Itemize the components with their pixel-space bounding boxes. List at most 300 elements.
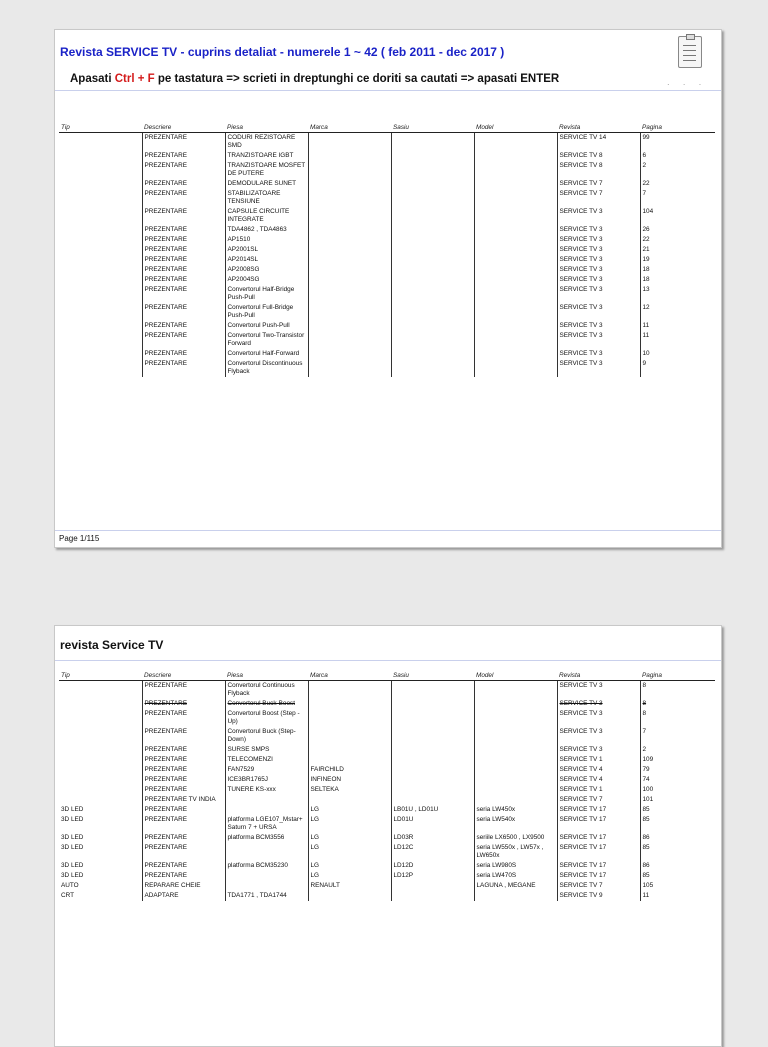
cell-marca: SELTEKA [308, 785, 391, 795]
cell-revista: SERVICE TV 3 [557, 285, 640, 303]
document-title: revista Service TV [60, 638, 164, 652]
cell-revista: SERVICE TV 3 [557, 225, 640, 235]
cell-descriere: PREZENTARE [142, 861, 225, 871]
cell-descriere: PREZENTARE [142, 285, 225, 303]
cell-tip [59, 359, 142, 377]
cell-descriere: PREZENTARE [142, 255, 225, 265]
cell-piesa: Convertorul Boost (Step - Up) [225, 709, 308, 727]
cell-piesa: TDA4862 , TDA4863 [225, 225, 308, 235]
cell-piesa: Convertorul Two-Transistor Forward [225, 331, 308, 349]
cell-revista: SERVICE TV 7 [557, 881, 640, 891]
cell-pagina: 26 [640, 225, 715, 235]
cell-model [474, 179, 557, 189]
column-header-descriere: Descriere [142, 123, 225, 133]
table-row [59, 699, 715, 709]
cell-marca [308, 727, 391, 745]
cell-tip [59, 745, 142, 755]
column-header-model: Model [474, 671, 557, 681]
cell-marca [308, 133, 391, 152]
cell-descriere: PREZENTARE [142, 815, 225, 833]
cell-tip [59, 275, 142, 285]
cell-sasiu: LD03R [391, 833, 474, 843]
column-header-tip: Tip [59, 671, 142, 681]
table-row [59, 225, 715, 235]
cell-model: seria LW450x [474, 805, 557, 815]
table-row [59, 255, 715, 265]
column-header-revista: Revista [557, 123, 640, 133]
cell-marca [308, 349, 391, 359]
cell-pagina: 10 [640, 349, 715, 359]
cell-piesa [225, 881, 308, 891]
cell-sasiu [391, 349, 474, 359]
cell-revista: SERVICE TV 3 [557, 235, 640, 245]
cell-tip [59, 349, 142, 359]
header-divider [55, 660, 721, 661]
cell-marca: FAIRCHILD [308, 765, 391, 775]
cell-pagina: 85 [640, 815, 715, 833]
cell-sasiu [391, 755, 474, 765]
cell-revista: SERVICE TV 7 [557, 189, 640, 207]
cell-descriere: PREZENTARE [142, 805, 225, 815]
header-divider [55, 90, 721, 91]
table-row [59, 331, 715, 349]
cell-sasiu [391, 275, 474, 285]
cell-piesa: AP2004SG [225, 275, 308, 285]
cell-tip [59, 775, 142, 785]
cell-revista: SERVICE TV 3 [557, 255, 640, 265]
cell-marca [308, 755, 391, 765]
column-header-marca: Marca [308, 123, 391, 133]
cell-revista: SERVICE TV 3 [557, 727, 640, 745]
cell-sasiu: LD12P [391, 871, 474, 881]
cell-tip: 3D LED [61, 834, 84, 841]
cell-piesa [225, 871, 308, 881]
cell-piesa: STABILIZATOARE TENSIUNE [225, 189, 308, 207]
cell-pagina: 85 [640, 843, 715, 861]
cell-tip [59, 189, 142, 207]
cell-model: seria LW540x [474, 815, 557, 833]
cell-model [474, 151, 557, 161]
cell-tip: 3D LED [61, 844, 84, 851]
cell-model [474, 235, 557, 245]
cell-piesa: AP2008SG [225, 265, 308, 275]
cell-tip [59, 225, 142, 235]
cell-piesa: TELECOMENZI [225, 755, 308, 765]
cell-model [474, 265, 557, 275]
cell-piesa: TRANZISTOARE IGBT [225, 151, 308, 161]
table-row [59, 207, 715, 225]
cell-tip [59, 331, 142, 349]
table-row [59, 245, 715, 255]
table-row [59, 151, 715, 161]
cell-descriere: PREZENTARE [142, 265, 225, 275]
cell-revista: SERVICE TV 3 [557, 745, 640, 755]
cell-model [474, 321, 557, 331]
cell-revista: SERVICE TV 3 [557, 265, 640, 275]
table-row [59, 235, 715, 245]
cell-marca [308, 321, 391, 331]
cell-marca: RENAULT [308, 881, 391, 891]
cell-piesa: Convertorul Push-Pull [225, 321, 308, 331]
cell-descriere: PREZENTARE [142, 189, 225, 207]
cell-descriere: PREZENTARE [142, 179, 225, 189]
cell-tip [59, 321, 142, 331]
cell-sasiu [391, 133, 474, 152]
cell-descriere: PREZENTARE [142, 727, 225, 745]
cell-marca [308, 795, 391, 805]
table-row [59, 881, 715, 891]
document-title: Revista SERVICE TV - cuprins detaliat - numerele 1 ~ 42 ( feb 2011 - dec 2017 ) [60, 45, 505, 59]
cell-marca [308, 891, 391, 901]
cell-descriere: PREZENTARE [142, 745, 225, 755]
cell-sasiu [391, 255, 474, 265]
cell-sasiu [391, 321, 474, 331]
cell-model [474, 255, 557, 265]
column-header-piesa: Piesa [225, 123, 308, 133]
cell-revista: SERVICE TV 7 [557, 179, 640, 189]
cell-revista: SERVICE TV 3 [557, 681, 640, 700]
cell-pagina: 2 [640, 161, 715, 179]
cell-descriere: REPARARE CHEIE [142, 881, 225, 891]
cell-tip [59, 755, 142, 765]
cell-piesa: Convertorul Half-Bridge Push-Pull [225, 285, 308, 303]
cell-model: seria LW470S [474, 871, 557, 881]
cell-model [474, 745, 557, 755]
cell-revista: SERVICE TV 17 [557, 843, 640, 861]
cell-descriere: PREZENTARE [142, 161, 225, 179]
cell-revista: SERVICE TV 1 [557, 755, 640, 765]
cell-marca: LG [308, 861, 391, 871]
cell-marca [308, 275, 391, 285]
table-row [59, 745, 715, 755]
cell-tip [59, 795, 142, 805]
cell-tip [59, 681, 142, 700]
table-row [59, 359, 715, 377]
table-row [59, 805, 715, 815]
cell-piesa: ICE3BR1765J [225, 775, 308, 785]
cell-marca [308, 179, 391, 189]
cell-tip [59, 133, 142, 152]
cell-sasiu: LB01U , LD01U [391, 805, 474, 815]
cell-marca [308, 265, 391, 275]
cell-pagina: 13 [640, 285, 715, 303]
cell-piesa: platforma BCM3556 [225, 833, 308, 843]
cell-marca [308, 235, 391, 245]
table-row [59, 795, 715, 805]
cell-tip [59, 235, 142, 245]
cell-sasiu [391, 151, 474, 161]
cell-sasiu: LD12D [391, 861, 474, 871]
cell-piesa: TRANZISTOARE MOSFET DE PUTERE [225, 161, 308, 179]
cell-marca [308, 681, 391, 700]
cell-revista: SERVICE TV 17 [557, 861, 640, 871]
cell-sasiu [391, 303, 474, 321]
cell-sasiu: LD01U [391, 815, 474, 833]
cell-descriere: ADAPTARE [142, 891, 225, 901]
cell-pagina: 8 [640, 681, 715, 700]
column-header-sasiu: Sasiu [391, 123, 474, 133]
cell-tip: 3D LED [61, 862, 84, 869]
search-instruction: Apasati Ctrl + F pe tastatura => scrieti in dreptunghi ce doriti sa cautati => apasati ENTER [70, 73, 560, 85]
document-page-1 [54, 29, 722, 548]
cell-tip: 3D LED [61, 816, 84, 823]
cell-model: seria LW550x , LW57x , LW650x [474, 843, 557, 861]
cell-pagina: 100 [640, 785, 715, 795]
cell-pagina: 105 [640, 881, 715, 891]
cell-sasiu [391, 681, 474, 700]
page-footer [55, 530, 721, 547]
cell-descriere: PREZENTARE [142, 321, 225, 331]
cell-marca [308, 303, 391, 321]
cell-sasiu [391, 795, 474, 805]
cell-revista: SERVICE TV 3 [557, 349, 640, 359]
column-header-descriere: Descriere [142, 671, 225, 681]
column-header-revista: Revista [557, 671, 640, 681]
cell-descriere: PREZENTARE [142, 785, 225, 795]
cell-pagina: 22 [640, 179, 715, 189]
table-row [59, 833, 715, 843]
cell-piesa: TUNERE KS-xxx [225, 785, 308, 795]
cell-pagina: 8 [640, 709, 715, 727]
cell-tip [59, 699, 142, 709]
cell-model [474, 189, 557, 207]
cell-pagina: 21 [640, 245, 715, 255]
cell-revista: SERVICE TV 8 [557, 151, 640, 161]
cell-model [474, 285, 557, 303]
cell-model: seria LW980S [474, 861, 557, 871]
cell-piesa: AP1510 [225, 235, 308, 245]
notepad-icon [678, 36, 702, 68]
cell-pagina: 109 [640, 755, 715, 765]
cell-pagina: 22 [640, 235, 715, 245]
decorative-dots: . . . [667, 80, 707, 87]
cell-model [474, 755, 557, 765]
cell-marca [308, 189, 391, 207]
cell-revista: SERVICE TV 17 [557, 815, 640, 833]
cell-pagina: 99 [640, 133, 715, 152]
cell-tip [59, 255, 142, 265]
cell-sasiu [391, 359, 474, 377]
table-row [59, 133, 715, 152]
cell-tip [59, 765, 142, 775]
cell-pagina: 104 [640, 207, 715, 225]
cell-marca: LG [308, 805, 391, 815]
cell-marca: LG [308, 843, 391, 861]
cell-piesa: Convertorul Full-Bridge Push-Pull [225, 303, 308, 321]
cell-tip [59, 207, 142, 225]
cell-piesa [225, 805, 308, 815]
table-row [59, 303, 715, 321]
cell-model: seriile LX6500 , LX9500 [474, 833, 557, 843]
cell-model [474, 359, 557, 377]
cell-sasiu [391, 765, 474, 775]
cell-model [474, 785, 557, 795]
cell-tip [59, 709, 142, 727]
cell-tip [59, 727, 142, 745]
cell-pagina: 86 [640, 833, 715, 843]
cell-model [474, 891, 557, 901]
column-header-piesa: Piesa [225, 671, 308, 681]
table-row [59, 275, 715, 285]
cell-descriere: PREZENTARE [142, 765, 225, 775]
cell-sasiu [391, 245, 474, 255]
cell-descriere: PREZENTARE [142, 871, 225, 881]
cell-pagina: 11 [640, 891, 715, 901]
cell-piesa: AP2014SL [225, 255, 308, 265]
column-header-tip: Tip [59, 123, 142, 133]
table-row [59, 843, 715, 861]
table-row [59, 709, 715, 727]
page-number: Page 1/115 [59, 534, 100, 543]
cell-sasiu [391, 745, 474, 755]
table-row [59, 891, 715, 901]
cell-piesa: AP2001SL [225, 245, 308, 255]
cell-tip [59, 303, 142, 321]
cell-pagina: 6 [640, 151, 715, 161]
cell-model: LAGUNA , MEGANE [474, 881, 557, 891]
cell-model [474, 699, 557, 709]
cell-sasiu [391, 891, 474, 901]
cell-sasiu [391, 161, 474, 179]
cell-sasiu [391, 207, 474, 225]
cell-pagina: 9 [640, 359, 715, 377]
cell-model [474, 349, 557, 359]
table-row [59, 285, 715, 303]
column-header-model: Model [474, 123, 557, 133]
cell-tip [59, 785, 142, 795]
cell-piesa: Convertorul Buck-Boost [225, 699, 308, 709]
cell-pagina: 74 [640, 775, 715, 785]
cell-piesa [225, 795, 308, 805]
cell-model [474, 331, 557, 349]
cell-piesa: TDA1771 , TDA1744 [225, 891, 308, 901]
cell-descriere: PREZENTARE [142, 207, 225, 225]
cell-pagina: 85 [640, 871, 715, 881]
cell-marca: LG [308, 815, 391, 833]
table-row [59, 755, 715, 765]
cell-revista: SERVICE TV 8 [557, 161, 640, 179]
cell-marca [308, 699, 391, 709]
cell-revista: SERVICE TV 17 [557, 871, 640, 881]
cell-piesa: platforma LGE107_Mstar+ Saturn 7 + URSA [225, 815, 308, 833]
cell-revista: SERVICE TV 4 [557, 775, 640, 785]
cell-descriere: PREZENTARE [142, 331, 225, 349]
cell-descriere: PREZENTARE [142, 359, 225, 377]
cell-piesa: Convertorul Buck (Step-Down) [225, 727, 308, 745]
cell-marca [308, 285, 391, 303]
cell-piesa: Convertorul Continuous Flyback [225, 681, 308, 700]
cell-descriere: PREZENTARE [142, 275, 225, 285]
table-row [59, 727, 715, 745]
cell-marca [308, 225, 391, 235]
cell-piesa: DEMODULARE SUNET [225, 179, 308, 189]
cell-descriere: PREZENTARE [142, 843, 225, 861]
cell-model [474, 709, 557, 727]
table-row [59, 861, 715, 871]
cell-model [474, 225, 557, 235]
table-header [59, 123, 715, 133]
cell-model [474, 765, 557, 775]
table-row [59, 349, 715, 359]
cell-sasiu [391, 775, 474, 785]
cell-sasiu [391, 225, 474, 235]
cell-pagina: 11 [640, 321, 715, 331]
cell-tip [59, 285, 142, 303]
cell-descriere: PREZENTARE [142, 775, 225, 785]
cell-piesa: FAN7529 [225, 765, 308, 775]
table-row [59, 161, 715, 179]
cell-revista: SERVICE TV 17 [557, 805, 640, 815]
cell-tip [59, 179, 142, 189]
table-row [59, 179, 715, 189]
table-row [59, 775, 715, 785]
cell-tip: AUTO [61, 882, 79, 889]
cell-marca [308, 161, 391, 179]
cell-descriere: PREZENTARE [142, 681, 225, 700]
cell-marca: INFINEON [308, 775, 391, 785]
cell-tip: 3D LED [61, 872, 84, 879]
cell-tip [59, 245, 142, 255]
table-row [59, 681, 715, 700]
cell-sasiu [391, 179, 474, 189]
cell-descriere: PREZENTARE [142, 699, 225, 709]
cell-model [474, 161, 557, 179]
cell-revista: SERVICE TV 3 [557, 359, 640, 377]
cell-piesa: SURSE SMPS [225, 745, 308, 755]
cell-descriere: PREZENTARE [142, 349, 225, 359]
cell-descriere: PREZENTARE [142, 245, 225, 255]
cell-marca [308, 245, 391, 255]
cell-pagina: 2 [640, 745, 715, 755]
cell-marca: LG [308, 833, 391, 843]
cell-sasiu [391, 727, 474, 745]
cell-revista: SERVICE TV 3 [557, 699, 640, 709]
cell-revista: SERVICE TV 3 [557, 321, 640, 331]
cell-pagina: 101 [640, 795, 715, 805]
cell-tip: 3D LED [61, 806, 84, 813]
table-row [59, 765, 715, 775]
column-header-pagina: Pagina [640, 671, 715, 681]
cell-revista: SERVICE TV 3 [557, 245, 640, 255]
cell-model [474, 795, 557, 805]
cell-model [474, 303, 557, 321]
cell-piesa: CODURI REZISTOARE SMD [225, 133, 308, 152]
cell-marca [308, 331, 391, 349]
contents-table-1 [59, 123, 715, 377]
cell-revista: SERVICE TV 9 [557, 891, 640, 901]
cell-model [474, 245, 557, 255]
cell-model [474, 681, 557, 700]
cell-tip: CRT [61, 892, 75, 899]
cell-revista: SERVICE TV 3 [557, 275, 640, 285]
cell-sasiu [391, 285, 474, 303]
cell-piesa: CAPSULE CIRCUITE INTEGRATE [225, 207, 308, 225]
table-row [59, 321, 715, 331]
cell-piesa: Convertorul Half-Forward [225, 349, 308, 359]
cell-revista: SERVICE TV 3 [557, 207, 640, 225]
cell-pagina: 19 [640, 255, 715, 265]
cell-descriere: PREZENTARE [142, 133, 225, 152]
cell-marca [308, 255, 391, 265]
cell-pagina: 18 [640, 275, 715, 285]
column-header-sasiu: Sasiu [391, 671, 474, 681]
cell-pagina: 18 [640, 265, 715, 275]
cell-descriere: PREZENTARE TV INDIA [142, 795, 225, 805]
cell-descriere: PREZENTARE [142, 833, 225, 843]
column-header-pagina: Pagina [640, 123, 715, 133]
cell-marca [308, 151, 391, 161]
cell-revista: SERVICE TV 17 [557, 833, 640, 843]
